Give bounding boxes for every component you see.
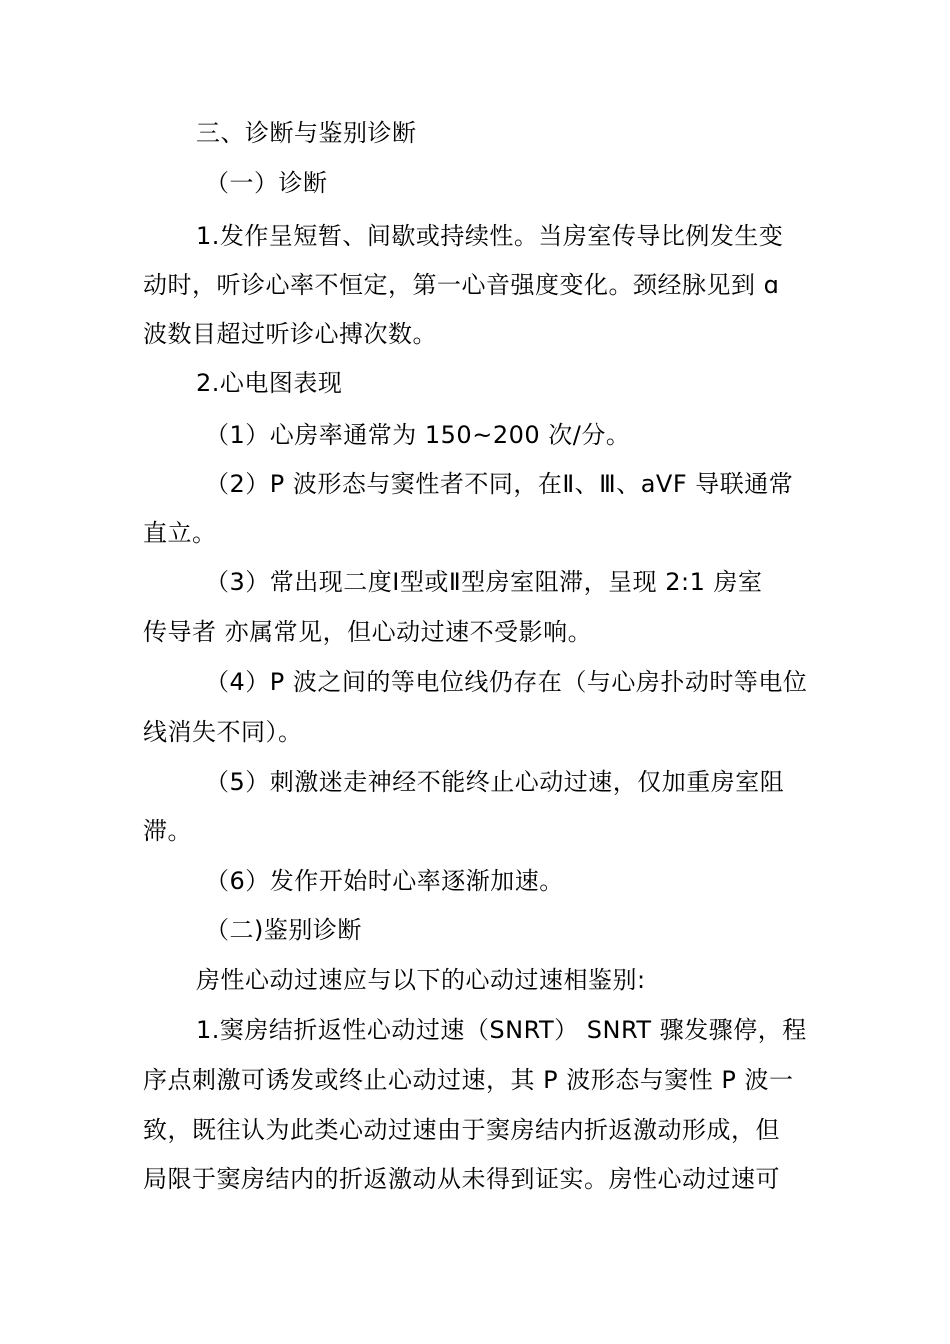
ecg-item-3-cont: 传导者 亦属常见，但心动过速不受影响。 xyxy=(143,618,593,646)
ecg-item-2-cont: 直立。 xyxy=(143,519,217,547)
paragraph-line: 局限于窦房结内的折返激动从未得到证实。房性心动过速可 xyxy=(143,1165,780,1193)
paragraph-line: 1.发作呈短暂、间歇或持续性。当房室传导比例发生变 xyxy=(196,222,784,250)
ecg-item-2: （2）P 波形态与窦性者不同，在Ⅱ、Ⅲ、aVF 导联通常 xyxy=(205,470,794,498)
paragraph-line: 序点刺激可诱发或终止心动过速，其 P 波形态与窦性 P 波一 xyxy=(143,1066,794,1094)
differential-intro: 房性心动过速应与以下的心动过速相鉴别: xyxy=(196,966,646,994)
paragraph-line: 致，既往认为此类心动过速由于窦房结内折返激动形成，但 xyxy=(143,1116,780,1144)
ecg-item-6: （6）发作开始时心率逐渐加速。 xyxy=(205,867,564,895)
ecg-item-4: （4）P 波之间的等电位线仍存在（与心房扑动时等电位 xyxy=(205,668,808,696)
ecg-item-5: （5）刺激迷走神经不能终止心动过速，仅加重房室阻 xyxy=(205,768,785,796)
ecg-item-1: （1）心房率通常为 150~200 次/分。 xyxy=(205,421,631,449)
paragraph-line: 1.窦房结折返性心动过速（SNRT） SNRT 骤发骤停，程 xyxy=(196,1016,807,1044)
paragraph-line: 波数目超过听诊心搏次数。 xyxy=(143,320,437,348)
ecg-item-3: （3）常出现二度Ⅰ型或Ⅱ型房室阻滞，呈现 2:1 房室 xyxy=(205,568,763,596)
paragraph-line: 动时，听诊心率不恒定，第一心音强度变化。颈经脉见到 ɑ xyxy=(143,271,780,299)
subsection-title-diagnosis: （一）诊断 xyxy=(205,169,328,197)
ecg-heading: 2.心电图表现 xyxy=(196,369,343,397)
ecg-item-4-cont: 线消失不同）。 xyxy=(143,718,303,746)
subsection-title-differential: （二)鉴别诊断 xyxy=(205,916,362,944)
section-heading: 三、诊断与鉴别诊断 xyxy=(196,119,417,147)
ecg-item-5-cont: 滞。 xyxy=(143,817,192,845)
